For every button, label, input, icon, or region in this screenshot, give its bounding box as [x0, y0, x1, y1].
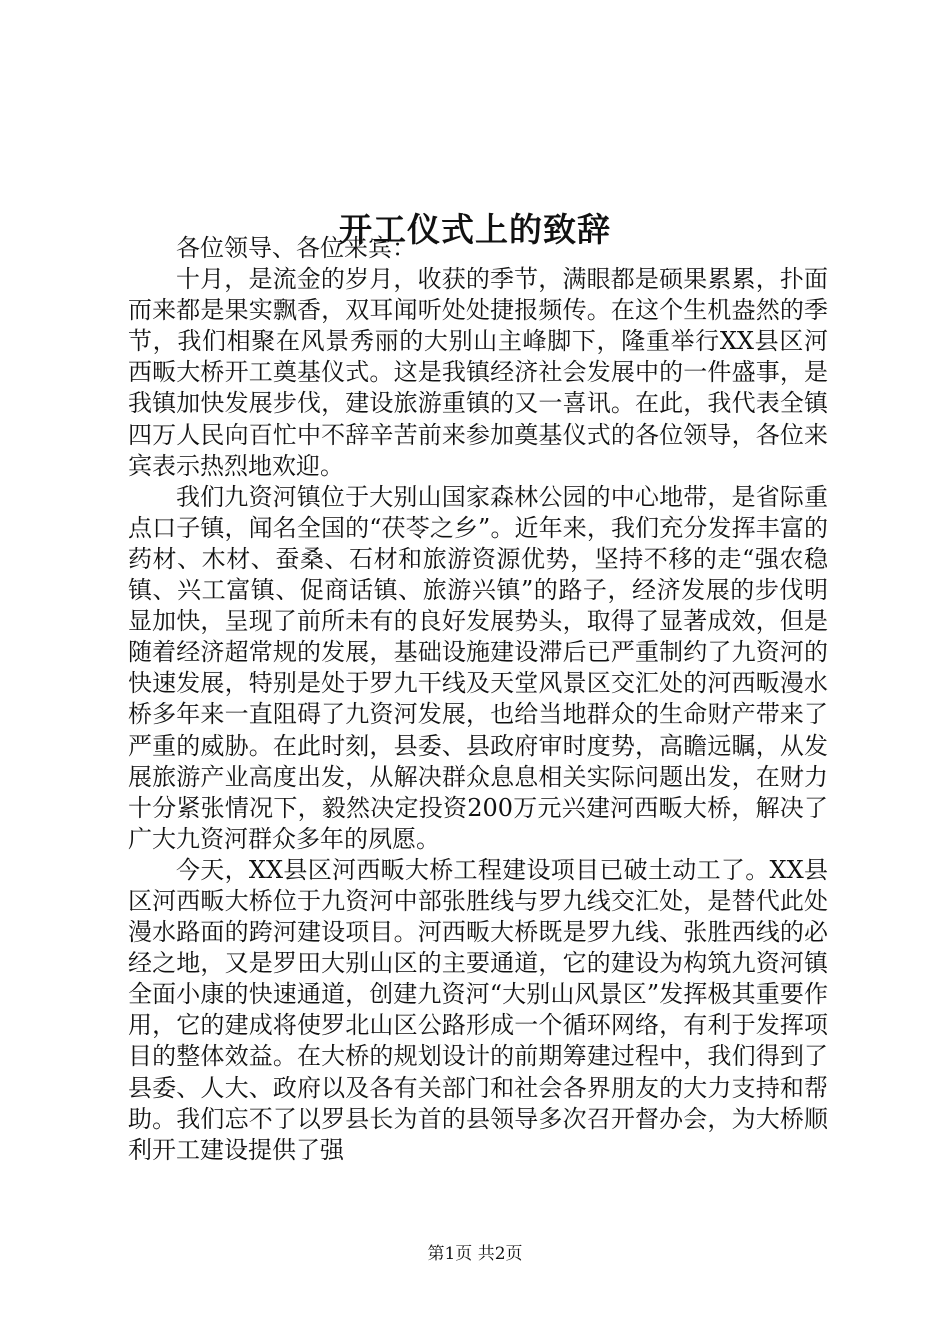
- paragraph-2: 我们九资河镇位于大别山国家森林公园的中心地带，是省际重点口子镇，闻名全国的“茯苓之乡”。近年来，我们充分发挥丰富的药材、木材、蚕桑、石材和旅游资源优势，坚持不移的走“强农稳镇、兴工富镇、促商话镇、旅游兴镇”的路子，经济发展的步伐明显加快，呈现了前所未有的良好发展势头，取得了显著成效，但是随着经济超常规的发展，基础设施建设滞后已严重制约了九资河的快速发展，特别是处于罗九干线及天堂风景区交汇处的河西畈漫水桥多年来一直阻碍了九资河发展，也给当地群众的生命财产带来了严重的威胁。在此时刻，县委、县政府审时度势，高瞻远瞩，从发展旅游产业高度出发，从解决群众息息相关实际问题出发，在财力十分紧张情况下，毅然决定投资200万元兴建河西畈大桥，解决了广大九资河群众多年的夙愿。: [128, 482, 828, 853]
- paragraph-3: 今天，XX县区河西畈大桥工程建设项目已破土动工了。XX县区河西畈大桥位于九资河中部张胜线与罗九线交汇处，是替代此处漫水路面的跨河建设项目。河西畈大桥既是罗九线、张胜西线的必经之地，又是罗田大别山区的主要通道，它的建设为构筑九资河镇全面小康的快速通道，创建九资河“大别山风景区”发挥极其重要作用，它的建成将使罗北山区公路形成一个循环网络，有利于发挥项目的整体效益。在大桥的规划设计的前期筹建过程中，我们得到了县委、人大、政府以及各有关部门和社会各界朋友的大力支持和帮助。我们忘不了以罗县长为首的县领导多次召开督办会，为大桥顺利开工建设提供了强: [128, 855, 828, 1164]
- document-title: 开工仪式上的致辞: [339, 210, 611, 250]
- page-footer: 第1页 共2页: [427, 1244, 523, 1264]
- salutation: 各位领导、各位来宾：: [176, 234, 416, 262]
- paragraph-1: 十月，是流金的岁月，收获的季节，满眼都是硕果累累，扑面而来都是果实飘香，双耳闻听处处捷报频传。在这个生机盎然的季节，我们相聚在风景秀丽的大别山主峰脚下，隆重举行XX县区河西畈大桥开工奠基仪式。这是我镇经济社会发展中的一件盛事，是我镇加快发展步伐，建设旅游重镇的又一喜讯。在此，我代表全镇四万人民向百忙中不辞辛苦前来参加奠基仪式的各位领导，各位来宾表示热烈地欢迎。: [128, 265, 828, 480]
- document-body: [128, 233, 828, 1166]
